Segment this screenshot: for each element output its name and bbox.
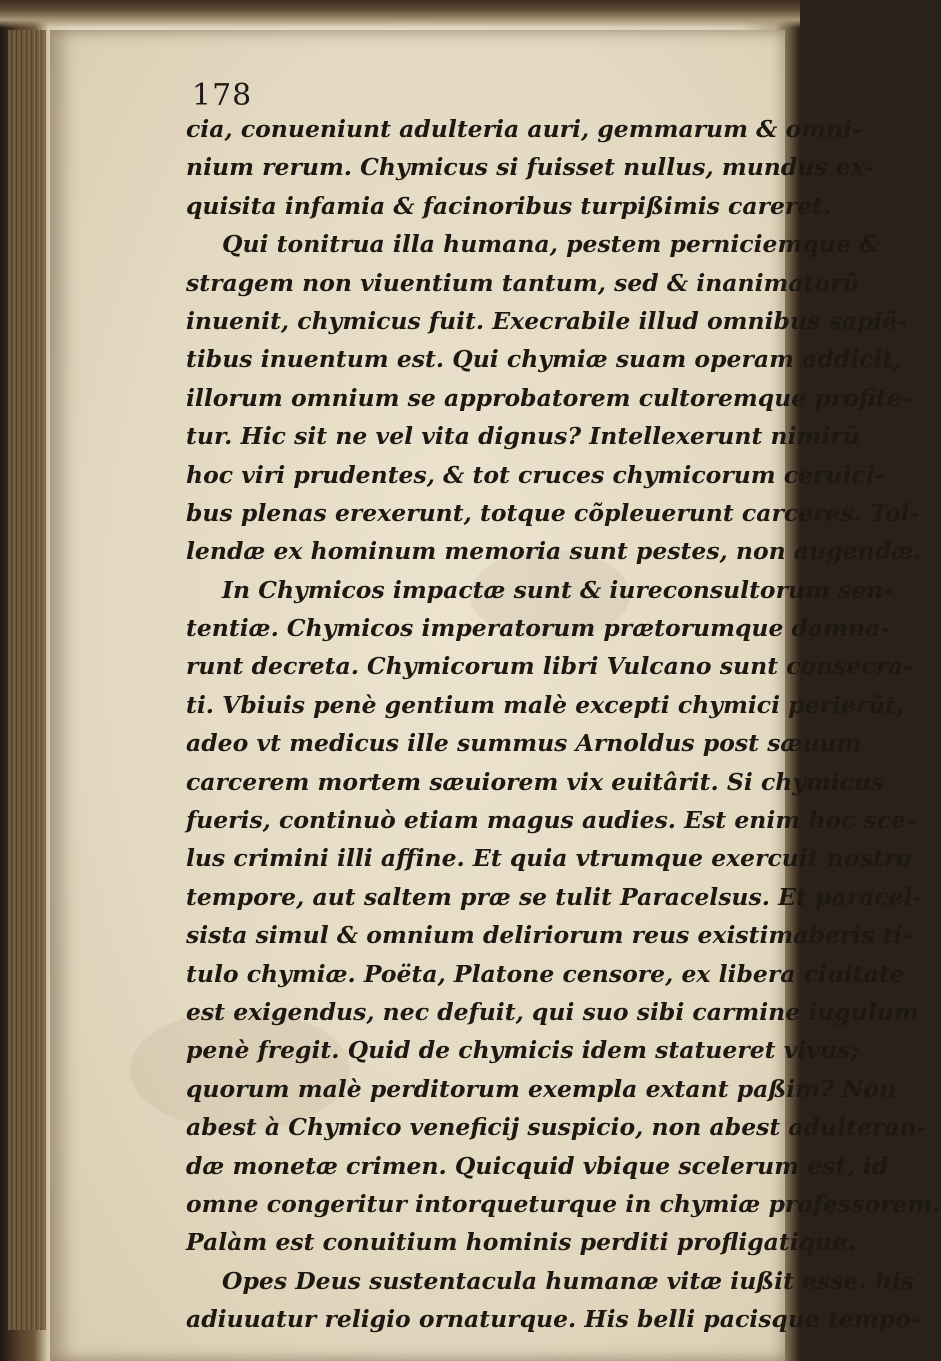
text-line: Qui tonitrua illa humana, pestem perniciemque & bbox=[222, 230, 881, 259]
text-line: In Chymicos impactæ sunt & iureconsultorum sen- bbox=[222, 575, 894, 604]
text-line: sista simul & omnium deliriorum reus existimaberis ti- bbox=[186, 921, 913, 950]
text-line: adeo vt medicus ille summus Arnoldus post sæuum bbox=[186, 729, 862, 758]
text-line: Opes Deus sustentacula humanæ vitæ iußit esse. his bbox=[222, 1266, 915, 1295]
text-line: lendæ ex hominum memoria sunt pestes, non augendæ. bbox=[186, 537, 922, 566]
text-line: fueris, continuò etiam magus audies. Est enim hoc sce- bbox=[186, 806, 916, 835]
text-line: ti. Vbiuis penè gentium malè excepti chymici perierũt, bbox=[186, 690, 905, 719]
text-line: cia, conueniunt adulteria auri, gemmarum & omni- bbox=[186, 115, 862, 143]
text-line: quorum malè perditorum exempla extant paßim? Non bbox=[186, 1074, 897, 1103]
text-line: nium rerum. Chymicus si fuisset nullus, mundus ex- bbox=[186, 153, 875, 182]
text-line: penè fregit. Quid de chymicis idem statueret vivus; bbox=[186, 1036, 859, 1065]
text-line: lus crimini illi affine. Et quia vtrumque exercuit nostro bbox=[186, 844, 912, 873]
text-line: dæ monetæ crimen. Quicquid vbique scelerum est, id bbox=[186, 1151, 889, 1180]
text-line: runt decreta. Chymicorum libri Vulcano sunt consecra- bbox=[186, 652, 914, 681]
text-line: omne congeritur intorqueturque in chymiæ professorem. bbox=[186, 1189, 941, 1218]
text-line: Palàm est conuitium hominis perditi profligatique. bbox=[186, 1228, 856, 1257]
text-line: tur. Hic sit ne vel vita dignus? Intellexerunt nimirũ bbox=[186, 422, 860, 451]
text-line: stragem non viuentium tantum, sed & inanimatorũ bbox=[186, 268, 860, 297]
text-line: tulo chymiæ. Poëta, Platone censore, ex libera ciuitate bbox=[186, 959, 905, 988]
book-top-edge bbox=[0, 0, 800, 28]
latin-text-block bbox=[186, 110, 941, 1339]
text-line: tibus inuentum est. Qui chymiæ suam operam addicit, bbox=[186, 345, 902, 374]
text-line: abest à Chymico veneficij suspicio, non abest adulteran- bbox=[186, 1113, 927, 1142]
text-line: tentiæ. Chymicos imperatorum prætorumque damna- bbox=[186, 614, 891, 643]
text-line: inuenit, chymicus fuit. Execrabile illud omnibus sapiẽ- bbox=[186, 306, 907, 335]
page-number: 178 bbox=[192, 78, 253, 113]
text-line: quisita infamia & facinoribus turpißimis careret. bbox=[186, 191, 832, 220]
text-line: illorum omnium se approbatorem cultoremque profite- bbox=[186, 383, 912, 412]
text-line: bus plenas erexerunt, totque cõpleuerunt carceres. Tol- bbox=[186, 498, 920, 527]
text-line: est exigendus, nec defuit, qui suo sibi carmine iugulum bbox=[186, 997, 919, 1026]
text-line: hoc viri prudentes, & tot cruces chymicorum ceruici- bbox=[186, 460, 885, 489]
text-line: carcerem mortem sæuiorem vix euitârit. Si chymicus bbox=[186, 767, 885, 796]
book-page-edges bbox=[8, 30, 46, 1330]
text-line: tempore, aut saltem præ se tulit Paracelsus. Et paracel- bbox=[186, 882, 923, 911]
text-line: adiuuatur religio ornaturque. His belli pacisque tempo- bbox=[186, 1305, 921, 1334]
